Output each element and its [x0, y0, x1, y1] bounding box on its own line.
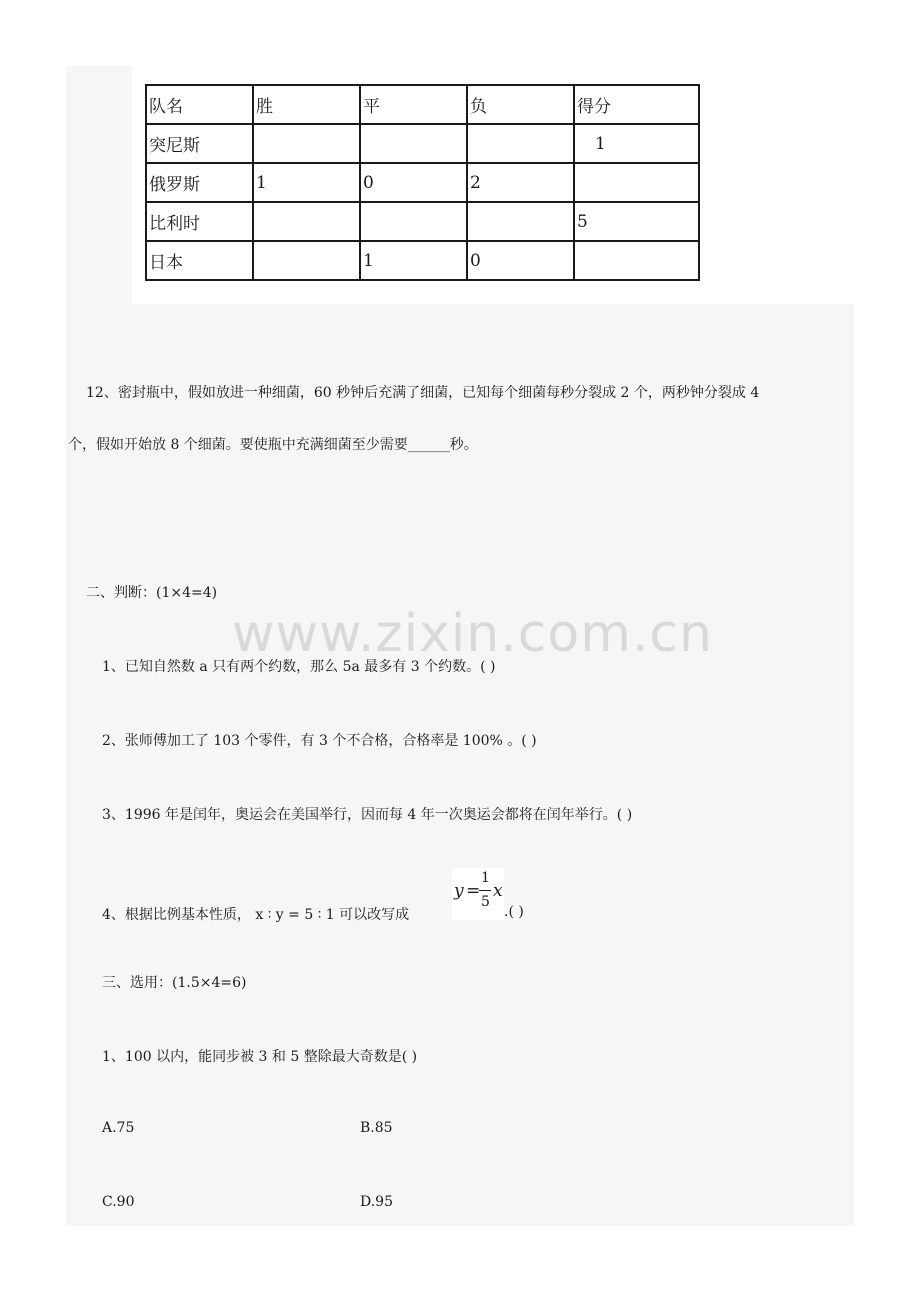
table-cell: 突尼斯 [146, 124, 253, 163]
table-cell: 1 [574, 124, 699, 163]
table-cell: 1 [360, 241, 467, 280]
judgement-item-3: 3、1996 年是闰年，奥运会在美国举行，因而每 4 年一次奥运会都将在闰年举行。( ) [102, 807, 633, 823]
table-row [146, 202, 699, 241]
option-d: D.95 [360, 1194, 393, 1210]
table-cell: 胜 [253, 85, 360, 124]
formula-y-equals-fifth-x [452, 868, 504, 920]
table-cell: 5 [574, 202, 699, 241]
table-cell [467, 124, 574, 163]
option-c: C.90 [102, 1194, 135, 1210]
table-cell [574, 241, 699, 280]
judgement-item-4: 4、根据比例基本性质， x ∶ y = 5 ∶ 1 可以改写成 [102, 907, 410, 923]
table-cell [253, 124, 360, 163]
table-cell: 0 [467, 241, 574, 280]
judgement-item-4-tail: .( ) [504, 904, 524, 920]
formula-equals: = [466, 881, 481, 901]
formula-numerator: 1 [481, 870, 490, 886]
judgement-item-2: 2、张师傅加工了 103 个零件，有 3 个不合格，合格率是 100% 。( ) [102, 733, 537, 749]
table-cell: 2 [467, 163, 574, 202]
formula-x: x [493, 881, 503, 901]
section-3-heading: 三、选用：(1.5×4=6) [102, 975, 247, 991]
table-row [146, 241, 699, 280]
table-cell [253, 202, 360, 241]
option-a: A.75 [102, 1120, 135, 1136]
formula-y: y [454, 881, 464, 901]
table-cell [467, 202, 574, 241]
table-cell: 俄罗斯 [146, 163, 253, 202]
table-cell [360, 202, 467, 241]
table-cell: 1 [253, 163, 360, 202]
option-b: B.85 [360, 1120, 393, 1136]
table-row [146, 124, 699, 163]
table-cell [360, 124, 467, 163]
table-cell: 队名 [146, 85, 253, 124]
judgement-item-1: 1、已知自然数 a 只有两个约数，那么 5a 最多有 3 个约数。( ) [102, 659, 496, 675]
choice-question-1: 1、100 以内，能同步被 3 和 5 整除最大奇数是( ) [102, 1049, 418, 1065]
question-12-line-2: 个，假如开始放 8 个细菌。要使瓶中充满细菌至少需要______秒。 [68, 437, 478, 453]
table-cell: 得分 [574, 85, 699, 124]
table-cell [574, 163, 699, 202]
table-row [146, 85, 699, 124]
table-cell: 日本 [146, 241, 253, 280]
table-row [146, 163, 699, 202]
question-12-line-1: 12、密封瓶中，假如放进一种细菌，60 秒钟后充满了细菌，已知每个细菌每秒分裂成 2 个，两秒钟分裂成 4 [86, 385, 760, 401]
table-cell: 平 [360, 85, 467, 124]
section-2-heading: 二、判断：(1×4=4) [86, 585, 218, 601]
table-cell: 比利时 [146, 202, 253, 241]
table-cell [253, 241, 360, 280]
formula-denominator: 5 [481, 894, 490, 910]
fraction-bar [479, 890, 491, 891]
table-cell: 负 [467, 85, 574, 124]
left-margin-block [66, 66, 132, 304]
watermark: www.zixin.com.cn [232, 604, 713, 664]
score-table [145, 84, 700, 281]
table-cell: 0 [360, 163, 467, 202]
